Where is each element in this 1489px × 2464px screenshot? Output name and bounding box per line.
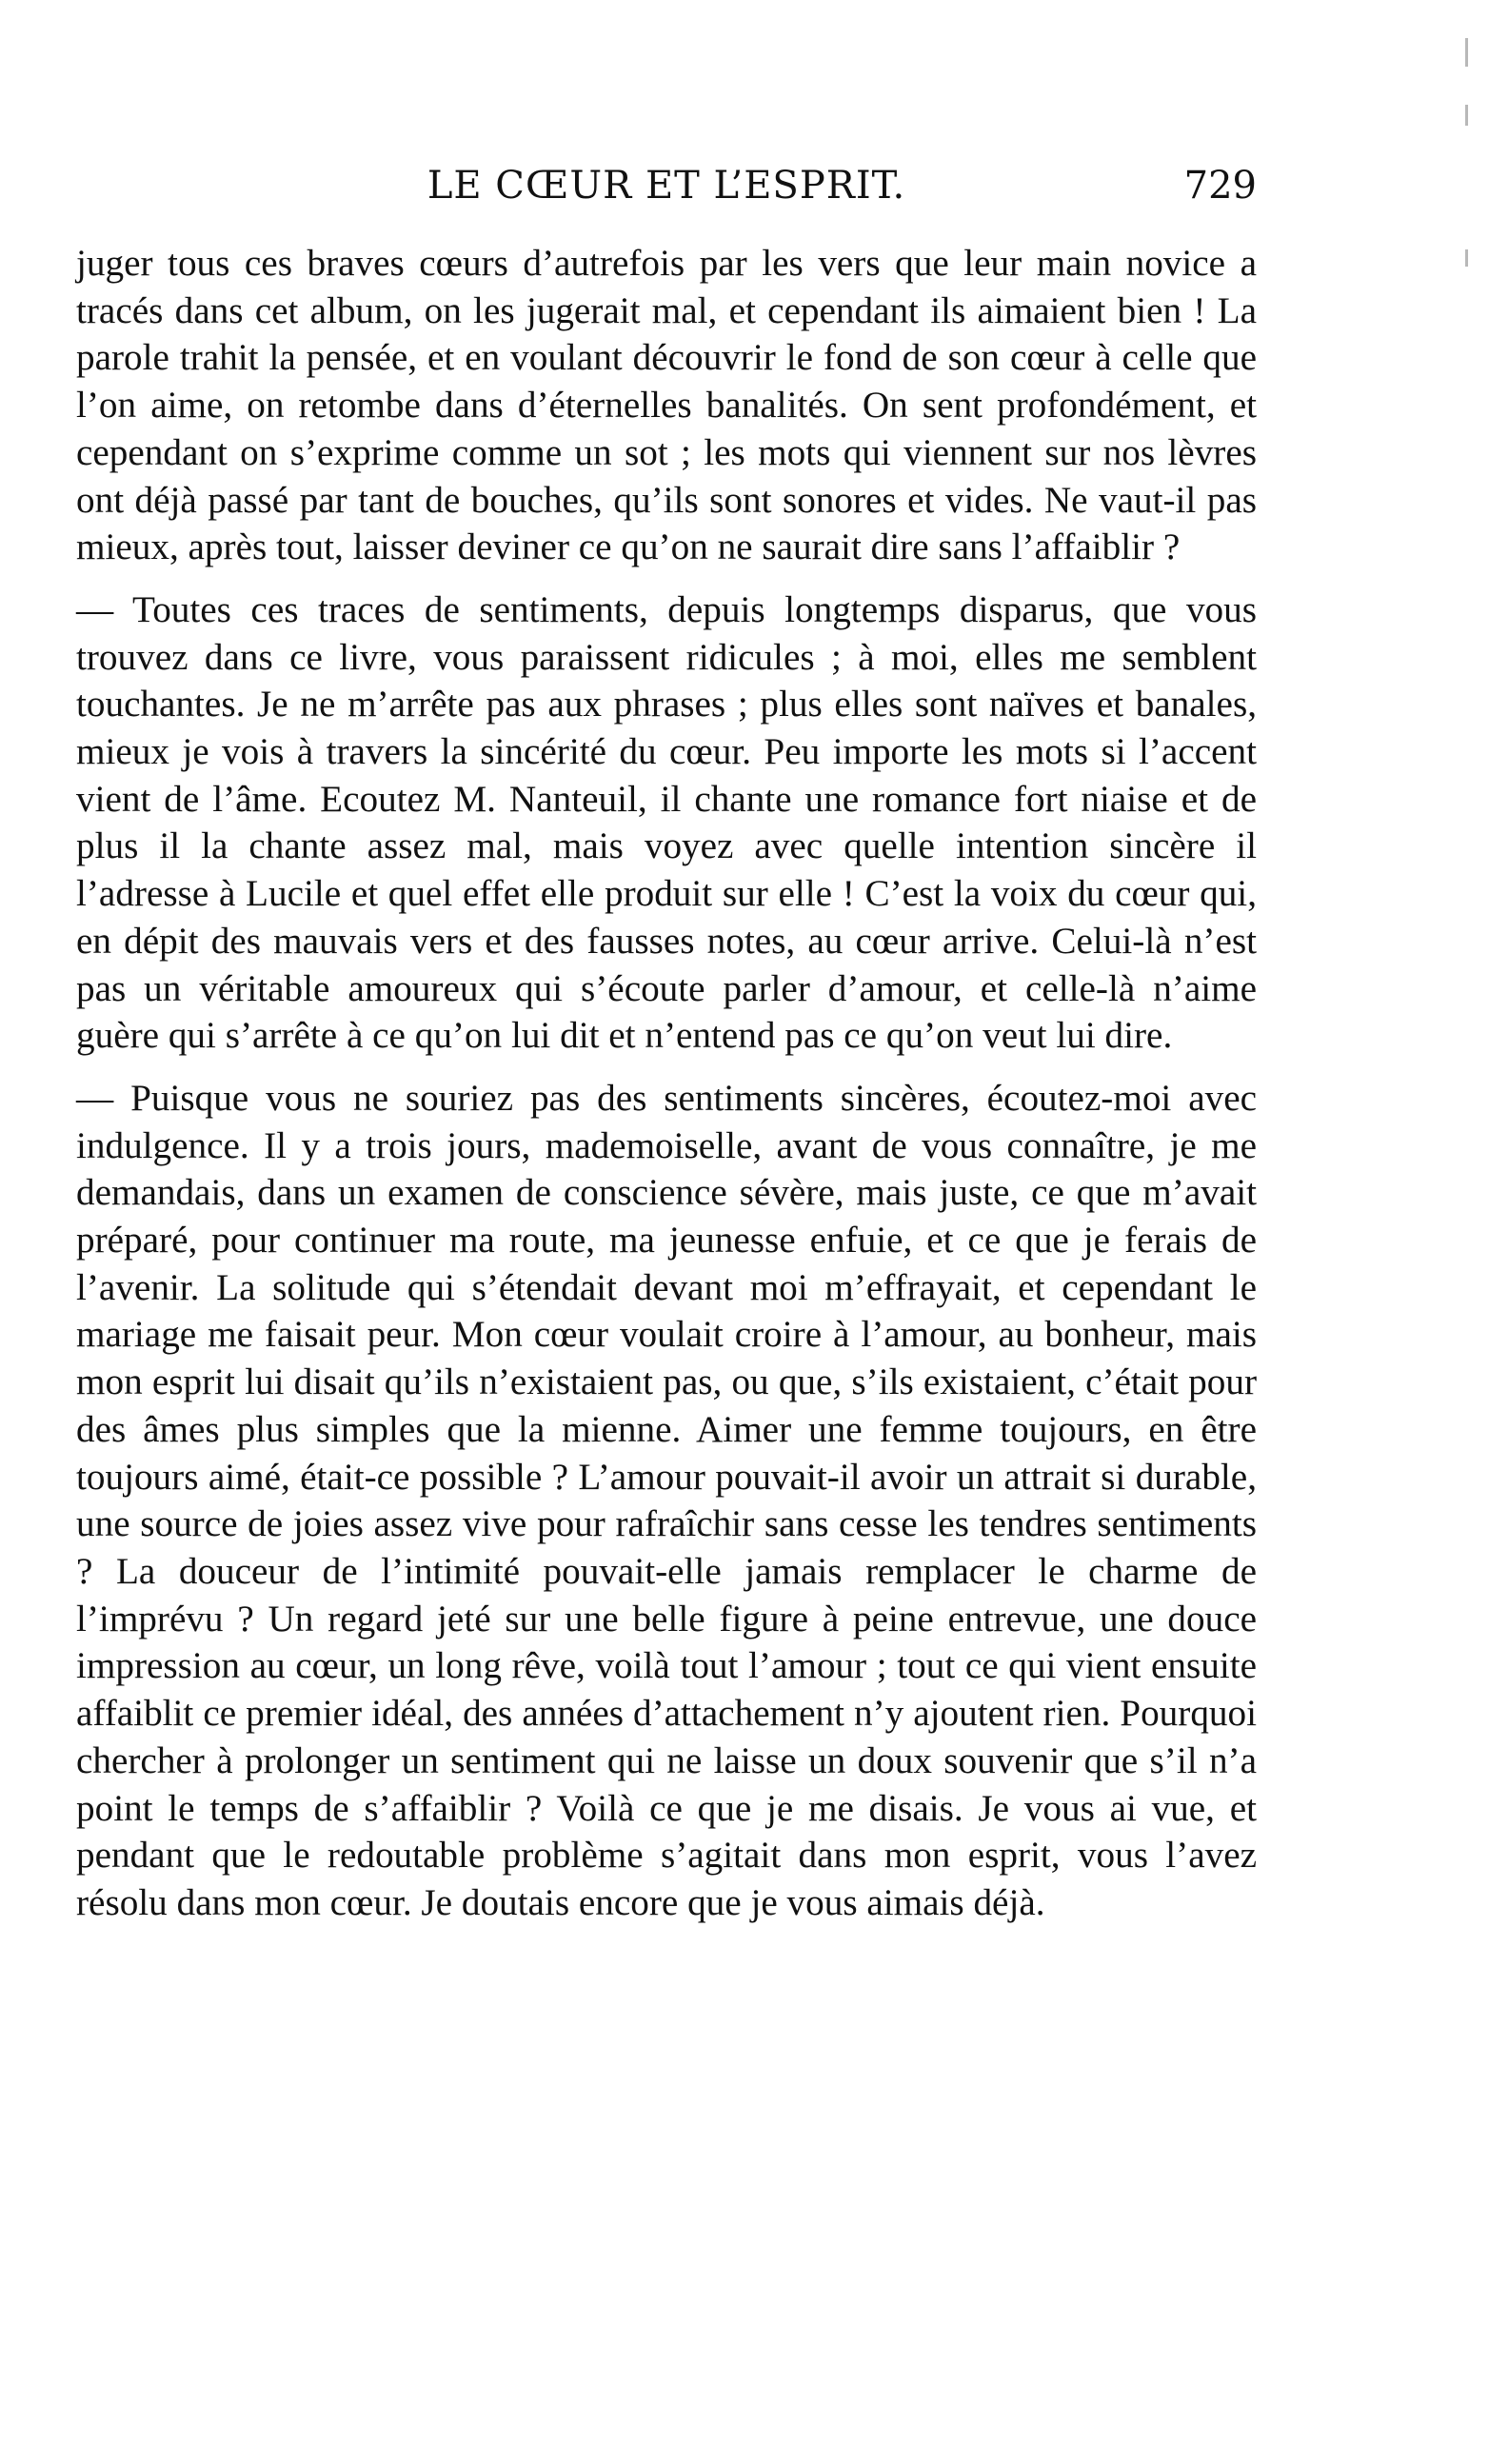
paragraph: — Toutes ces traces de sentiments, depuis longtemps disparus, que vous trouvez dans ce livre, vous paraissent ridicules ; à moi, elles me semblent touchantes. Je ne m’arrête pas aux phrases ; plus elles sont naïves et banales, mieux je vois à travers la sincérité du cœur. Peu importe les mots si l’accent vient de l’âme. Ecoutez M. Nanteuil, il chante une romance fort niaise et de plus il la chante assez mal, mais voyez avec quelle intention sincère il l’adresse à Lucile et quel effet elle produit sur elle ! C’est la voix du cœur qui, en dépit des mauvais vers et des fausses notes, au cœur arrive. Celui-là n’est pas un véritable amoureux qui s’écoute parler d’amour, et celle-là n’aime guère qui s’arrête à ce qu’on lui dit et n’entend pas ce qu’on veut lui dire. <box>76 588 1257 1057</box>
body-text <box>76 240 1257 1927</box>
running-title: LE CŒUR ET L’ESPRIT. <box>427 164 906 208</box>
scan-edge-mark <box>1465 38 1468 67</box>
page-number: 729 <box>1183 164 1257 208</box>
paragraph: juger tous ces braves cœurs d’autrefois par les vers que leur main novice a tracés dans cet album, on les jugerait mal, et cependant ils aimaient bien ! La parole trahit la pensée, et en voulant découvrir le fond de son cœur à celle que l’on aime, on retombe dans d’éternelles banalités. On sent profondément, et cependant on s’exprime comme un sot ; les mots qui viennent sur nos lèvres ont déjà passé par tant de bouches, qu’ils sont sonores et vides. Ne vaut-il pas mieux, après tout, laisser deviner ce qu’on ne saurait dire sans l’affaiblir ? <box>76 243 1257 568</box>
scan-edge-mark <box>1465 105 1468 126</box>
scan-edge-mark <box>1465 249 1468 267</box>
page-header <box>76 164 1257 221</box>
paragraph: — Puisque vous ne souriez pas des sentiments sincères, écoutez-moi avec indulgence. Il y a trois jours, mademoiselle, avant de vous connaître, je me demandais, dans un examen de conscience sévère, mais juste, ce que m’avait préparé, pour continuer ma route, ma jeunesse enfuie, et ce que je ferais de l’avenir. La solitude qui s’étendait devant moi m’effrayait, et cependant le mariage me faisait peur. Mon cœur voulait croire à l’amour, au bonheur, mais mon esprit lui disait qu’ils n’existaient pas, ou que, s’ils existaient, c’était pour des âmes plus simples que la mienne. Aimer une femme toujours, en être toujours aimé, était-ce possible ? L’amour pouvait-il avoir un attrait si durable, une source de joies assez vive pour rafraîchir sans cesse les tendres sentiments ? La douceur de l’intimité pouvait-elle jamais remplacer le charme de l’imprévu ? Un regard jeté sur une belle figure à peine entrevue, une douce impression au cœur, un long rêve, voilà tout l’amour ; tout ce qui vient ensuite affaiblit ce premier idéal, des années d’attachement n’y ajoutent rien. Pourquoi chercher à prolonger un sentiment qui ne laisse un doux souvenir que s’il n’a point le temps de s’affaiblir ? Voilà ce que je me disais. Je vous ai vue, et pendant que le redoutable problème s’agitait dans mon esprit, vous l’avez résolu dans mon cœur. Je doutais encore que je vous aimais déjà. <box>76 1077 1257 1923</box>
